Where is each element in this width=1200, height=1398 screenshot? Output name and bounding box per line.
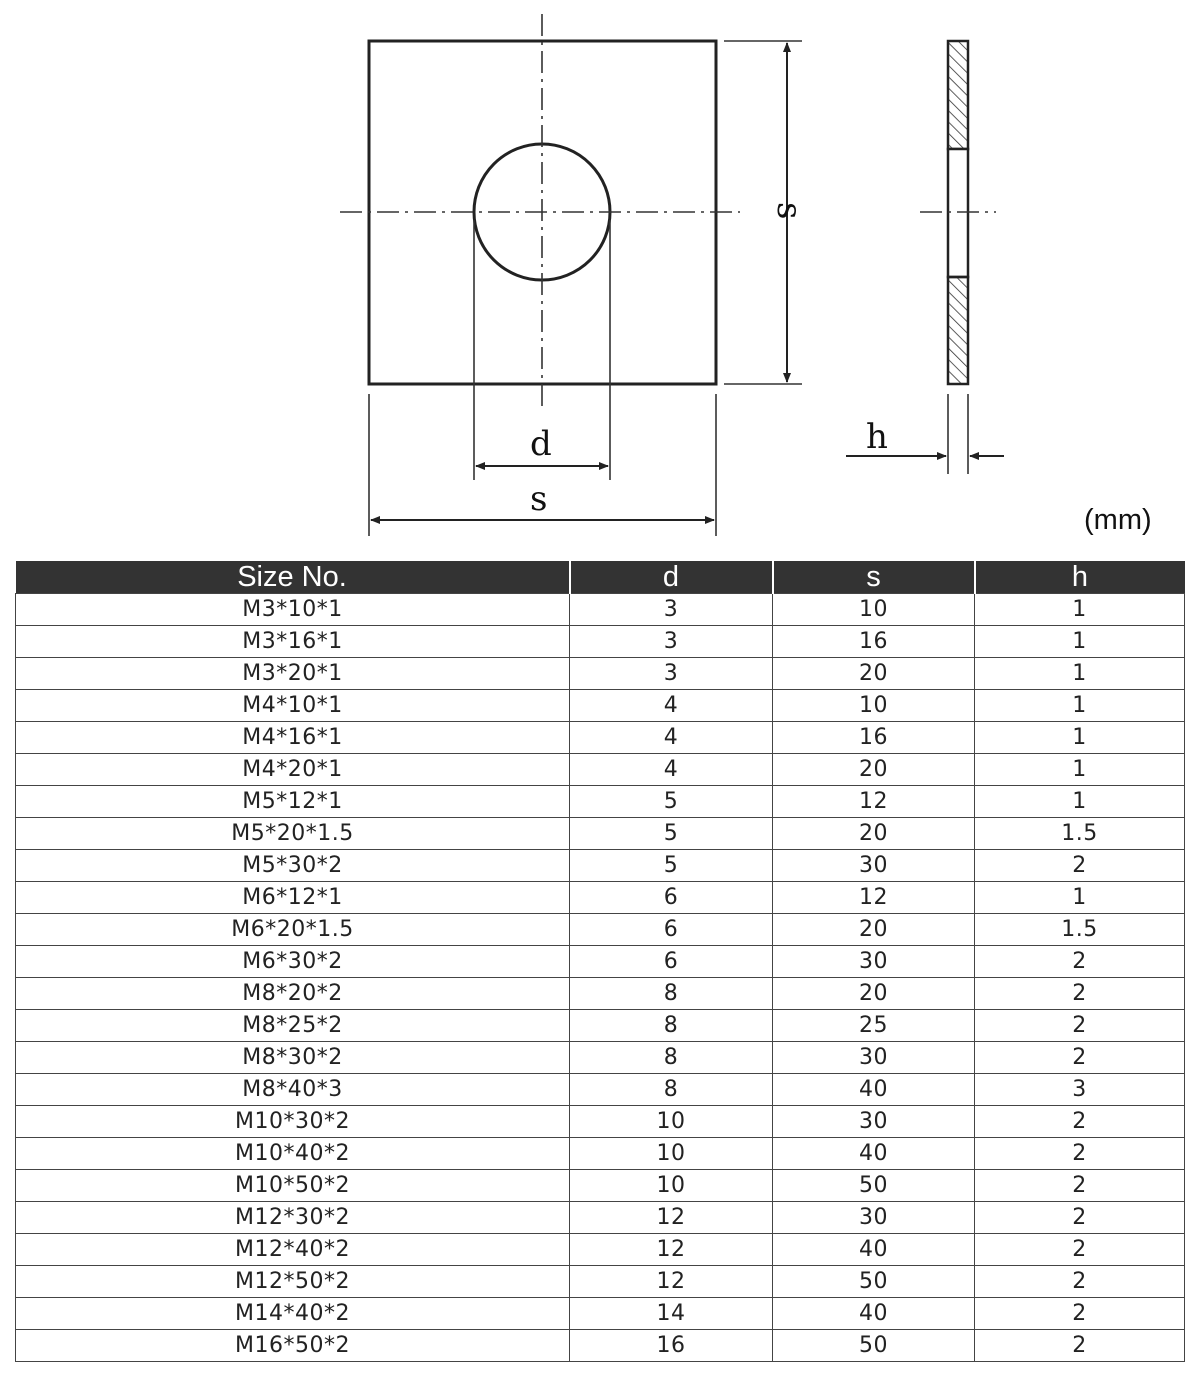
cell-h: 1.5 bbox=[975, 914, 1185, 946]
table-row bbox=[16, 1266, 1185, 1298]
cell-h: 2 bbox=[975, 1170, 1185, 1202]
cell-d: 10 bbox=[570, 1170, 773, 1202]
cell-h: 1 bbox=[975, 882, 1185, 914]
cell-s: 40 bbox=[773, 1074, 975, 1106]
cell-d: 4 bbox=[570, 690, 773, 722]
header-s: s bbox=[773, 561, 975, 594]
table-row bbox=[16, 786, 1185, 818]
cell-d: 8 bbox=[570, 1042, 773, 1074]
cell-d: 6 bbox=[570, 914, 773, 946]
cell-s: 40 bbox=[773, 1138, 975, 1170]
cell-s: 20 bbox=[773, 978, 975, 1010]
header-size-no: Size No. bbox=[16, 561, 570, 594]
cell-s: 12 bbox=[773, 786, 975, 818]
section-lower bbox=[948, 277, 968, 384]
cell-s: 50 bbox=[773, 1170, 975, 1202]
cell-size-no: M4*10*1 bbox=[16, 690, 570, 722]
cell-s: 30 bbox=[773, 946, 975, 978]
washer-technical-drawing bbox=[0, 0, 1200, 560]
side-view bbox=[846, 41, 1004, 474]
cell-size-no: M3*16*1 bbox=[16, 626, 570, 658]
cell-s: 30 bbox=[773, 1106, 975, 1138]
cell-s: 30 bbox=[773, 1202, 975, 1234]
section-upper bbox=[948, 41, 968, 149]
cell-size-no: M16*50*2 bbox=[16, 1330, 570, 1362]
cell-s: 50 bbox=[773, 1330, 975, 1362]
cell-s: 10 bbox=[773, 690, 975, 722]
cell-s: 20 bbox=[773, 754, 975, 786]
cell-d: 12 bbox=[570, 1202, 773, 1234]
cell-size-no: M12*40*2 bbox=[16, 1234, 570, 1266]
cell-size-no: M5*12*1 bbox=[16, 786, 570, 818]
cell-size-no: M12*50*2 bbox=[16, 1266, 570, 1298]
cell-size-no: M10*30*2 bbox=[16, 1106, 570, 1138]
table-row bbox=[16, 1042, 1185, 1074]
cell-s: 30 bbox=[773, 1042, 975, 1074]
cell-d: 8 bbox=[570, 1074, 773, 1106]
table-row bbox=[16, 818, 1185, 850]
s-side-dimension-label: s bbox=[769, 202, 809, 220]
cell-size-no: M4*20*1 bbox=[16, 754, 570, 786]
header-d: d bbox=[570, 561, 773, 594]
cell-s: 50 bbox=[773, 1266, 975, 1298]
cell-h: 2 bbox=[975, 850, 1185, 882]
table-row bbox=[16, 1106, 1185, 1138]
cell-h: 1 bbox=[975, 658, 1185, 690]
cell-h: 2 bbox=[975, 978, 1185, 1010]
table-row bbox=[16, 1234, 1185, 1266]
cell-s: 20 bbox=[773, 818, 975, 850]
cell-size-no: M6*30*2 bbox=[16, 946, 570, 978]
cell-d: 8 bbox=[570, 978, 773, 1010]
cell-s: 20 bbox=[773, 914, 975, 946]
cell-size-no: M5*20*1.5 bbox=[16, 818, 570, 850]
table-row bbox=[16, 1202, 1185, 1234]
cell-d: 12 bbox=[570, 1266, 773, 1298]
table-row bbox=[16, 690, 1185, 722]
cell-s: 40 bbox=[773, 1298, 975, 1330]
table-row bbox=[16, 1170, 1185, 1202]
cell-h: 1.5 bbox=[975, 818, 1185, 850]
cell-size-no: M3*10*1 bbox=[16, 594, 570, 626]
cell-size-no: M6*12*1 bbox=[16, 882, 570, 914]
cell-d: 4 bbox=[570, 722, 773, 754]
cell-d: 10 bbox=[570, 1138, 773, 1170]
table-row bbox=[16, 1298, 1185, 1330]
cell-h: 1 bbox=[975, 754, 1185, 786]
cell-d: 3 bbox=[570, 594, 773, 626]
cell-h: 2 bbox=[975, 1010, 1185, 1042]
table-header-row bbox=[16, 561, 1185, 594]
cell-d: 5 bbox=[570, 818, 773, 850]
cell-d: 14 bbox=[570, 1298, 773, 1330]
cell-h: 2 bbox=[975, 1202, 1185, 1234]
cell-s: 10 bbox=[773, 594, 975, 626]
cell-h: 2 bbox=[975, 1106, 1185, 1138]
cell-size-no: M12*30*2 bbox=[16, 1202, 570, 1234]
cell-d: 12 bbox=[570, 1234, 773, 1266]
cell-d: 16 bbox=[570, 1330, 773, 1362]
section-hole bbox=[948, 149, 968, 277]
table-row bbox=[16, 626, 1185, 658]
table-row bbox=[16, 722, 1185, 754]
unit-label: (mm) bbox=[1084, 504, 1152, 536]
table-row bbox=[16, 1010, 1185, 1042]
cell-h: 1 bbox=[975, 722, 1185, 754]
cell-s: 16 bbox=[773, 626, 975, 658]
cell-d: 5 bbox=[570, 786, 773, 818]
cell-h: 2 bbox=[975, 1266, 1185, 1298]
cell-d: 6 bbox=[570, 882, 773, 914]
table-row bbox=[16, 658, 1185, 690]
cell-d: 4 bbox=[570, 754, 773, 786]
cell-size-no: M8*20*2 bbox=[16, 978, 570, 1010]
cell-s: 20 bbox=[773, 658, 975, 690]
cell-h: 2 bbox=[975, 1138, 1185, 1170]
table-row bbox=[16, 914, 1185, 946]
cell-d: 3 bbox=[570, 658, 773, 690]
cell-s: 25 bbox=[773, 1010, 975, 1042]
table-row bbox=[16, 850, 1185, 882]
cell-h: 1 bbox=[975, 690, 1185, 722]
cell-size-no: M8*25*2 bbox=[16, 1010, 570, 1042]
cell-s: 30 bbox=[773, 850, 975, 882]
front-view bbox=[340, 14, 809, 536]
cell-h: 2 bbox=[975, 1330, 1185, 1362]
s-bottom-dimension-label: s bbox=[530, 479, 548, 519]
cell-s: 12 bbox=[773, 882, 975, 914]
cell-d: 10 bbox=[570, 1106, 773, 1138]
header-h: h bbox=[975, 561, 1185, 594]
cell-h: 1 bbox=[975, 786, 1185, 818]
cell-size-no: M10*40*2 bbox=[16, 1138, 570, 1170]
table-row bbox=[16, 882, 1185, 914]
cell-h: 2 bbox=[975, 1234, 1185, 1266]
cell-h: 2 bbox=[975, 1042, 1185, 1074]
cell-h: 1 bbox=[975, 594, 1185, 626]
cell-d: 3 bbox=[570, 626, 773, 658]
table-row bbox=[16, 594, 1185, 626]
cell-size-no: M3*20*1 bbox=[16, 658, 570, 690]
cell-s: 16 bbox=[773, 722, 975, 754]
cell-size-no: M10*50*2 bbox=[16, 1170, 570, 1202]
cell-d: 6 bbox=[570, 946, 773, 978]
d-dimension-label: d bbox=[530, 424, 552, 464]
table-row bbox=[16, 1138, 1185, 1170]
spec-table bbox=[15, 561, 1185, 1362]
table-row bbox=[16, 946, 1185, 978]
h-dimension-label: h bbox=[866, 417, 888, 457]
cell-size-no: M8*40*3 bbox=[16, 1074, 570, 1106]
cell-s: 40 bbox=[773, 1234, 975, 1266]
cell-size-no: M5*30*2 bbox=[16, 850, 570, 882]
cell-h: 1 bbox=[975, 626, 1185, 658]
cell-h: 2 bbox=[975, 1298, 1185, 1330]
cell-h: 2 bbox=[975, 946, 1185, 978]
table-row bbox=[16, 1330, 1185, 1362]
table-row bbox=[16, 978, 1185, 1010]
cell-h: 3 bbox=[975, 1074, 1185, 1106]
cell-size-no: M4*16*1 bbox=[16, 722, 570, 754]
cell-d: 8 bbox=[570, 1010, 773, 1042]
table-row bbox=[16, 754, 1185, 786]
cell-size-no: M6*20*1.5 bbox=[16, 914, 570, 946]
cell-d: 5 bbox=[570, 850, 773, 882]
table-body bbox=[16, 594, 1185, 1362]
cell-size-no: M8*30*2 bbox=[16, 1042, 570, 1074]
table-row bbox=[16, 1074, 1185, 1106]
cell-size-no: M14*40*2 bbox=[16, 1298, 570, 1330]
